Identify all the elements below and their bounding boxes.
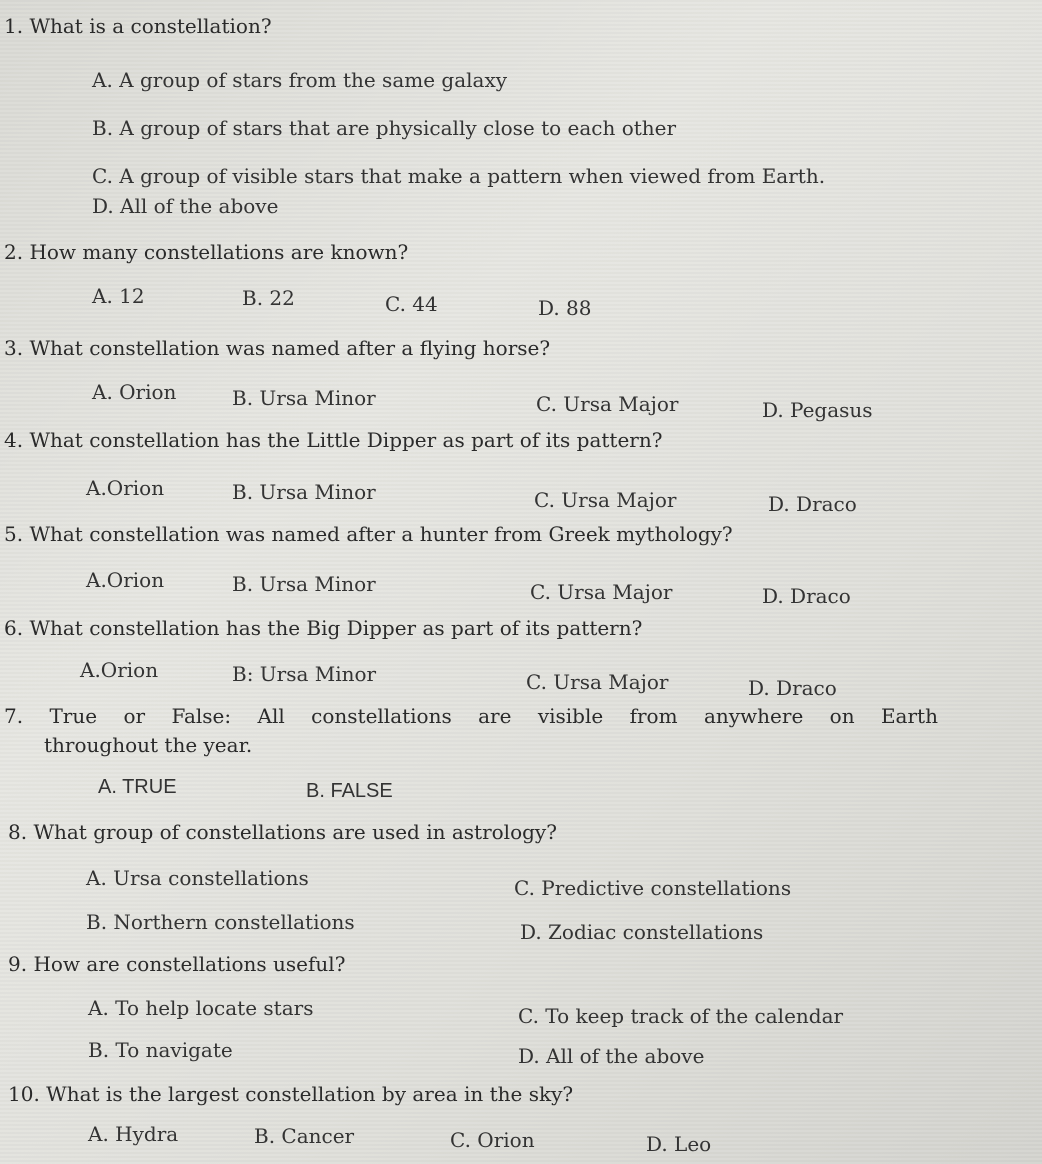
- q7-word: True: [49, 704, 98, 728]
- q6-option-a[interactable]: A.Orion: [80, 658, 159, 682]
- q10-option-b[interactable]: B. Cancer: [254, 1124, 355, 1148]
- q6-option-b[interactable]: B: Ursa Minor: [232, 662, 377, 686]
- q4-option-c[interactable]: C. Ursa Major: [534, 488, 677, 512]
- question-9: 9. How are constellations useful?: [8, 952, 346, 976]
- q2-option-c[interactable]: C. 44: [385, 292, 438, 316]
- q4-option-b[interactable]: B. Ursa Minor: [232, 480, 376, 504]
- q8-option-a[interactable]: A. Ursa constellations: [86, 866, 309, 890]
- q4-option-a[interactable]: A.Orion: [86, 476, 165, 500]
- question-5: 5. What constellation was named after a hunter from Greek mythology?: [4, 522, 733, 546]
- q7-option-b[interactable]: B. FALSE: [306, 780, 393, 802]
- q7-word: from: [629, 704, 678, 728]
- question-7-line-1: [4, 704, 938, 728]
- question-10: 10. What is the largest constellation by area in the sky?: [8, 1082, 574, 1106]
- q5-option-d[interactable]: D. Draco: [762, 584, 851, 608]
- q8-option-c[interactable]: C. Predictive constellations: [514, 876, 792, 900]
- q7-word: 7.: [4, 704, 24, 728]
- q2-option-a[interactable]: A. 12: [92, 284, 145, 308]
- q7-word: or: [123, 704, 146, 728]
- q10-option-d[interactable]: D. Leo: [646, 1132, 712, 1156]
- q3-option-c[interactable]: C. Ursa Major: [536, 392, 679, 416]
- q10-option-c[interactable]: C. Orion: [450, 1128, 535, 1152]
- q2-option-b[interactable]: B. 22: [242, 286, 295, 310]
- q6-option-d[interactable]: D. Draco: [748, 676, 837, 700]
- question-3: 3. What constellation was named after a flying horse?: [4, 336, 551, 360]
- q9-option-d[interactable]: D. All of the above: [518, 1044, 705, 1068]
- q7-word: Earth: [880, 704, 938, 728]
- q9-option-c[interactable]: C. To keep track of the calendar: [518, 1004, 844, 1028]
- q2-option-d[interactable]: D. 88: [538, 296, 592, 320]
- q7-word: visible: [537, 704, 604, 728]
- q7-word: False:: [171, 704, 232, 728]
- question-2: 2. How many constellations are known?: [4, 240, 409, 264]
- q5-option-a[interactable]: A.Orion: [86, 568, 165, 592]
- q1-option-c[interactable]: C. A group of visible stars that make a pattern when viewed from Earth.: [92, 164, 826, 188]
- q7-word: are: [478, 704, 512, 728]
- question-4: 4. What constellation has the Little Dipper as part of its pattern?: [4, 428, 663, 452]
- q7-option-a[interactable]: A. TRUE: [98, 776, 177, 798]
- q1-option-a[interactable]: A. A group of stars from the same galaxy: [92, 68, 508, 92]
- q6-option-c[interactable]: C. Ursa Major: [526, 670, 669, 694]
- q3-option-b[interactable]: B. Ursa Minor: [232, 386, 376, 410]
- q8-option-d[interactable]: D. Zodiac constellations: [520, 920, 764, 944]
- q5-option-b[interactable]: B. Ursa Minor: [232, 572, 376, 596]
- q9-option-a[interactable]: A. To help locate stars: [88, 996, 314, 1020]
- q3-option-a[interactable]: A. Orion: [92, 380, 177, 404]
- q3-option-d[interactable]: D. Pegasus: [762, 398, 873, 422]
- question-7-line-2: throughout the year.: [44, 733, 253, 757]
- q7-word: constellations: [311, 704, 452, 728]
- question-6: 6. What constellation has the Big Dipper as part of its pattern?: [4, 616, 643, 640]
- question-1: 1. What is a constellation?: [4, 14, 272, 38]
- q4-option-d[interactable]: D. Draco: [768, 492, 857, 516]
- q1-option-b[interactable]: B. A group of stars that are physically close to each other: [92, 116, 677, 140]
- q5-option-c[interactable]: C. Ursa Major: [530, 580, 673, 604]
- q10-option-a[interactable]: A. Hydra: [88, 1122, 179, 1146]
- q1-option-d[interactable]: D. All of the above: [92, 194, 279, 218]
- q9-option-b[interactable]: B. To navigate: [88, 1038, 233, 1062]
- question-8: 8. What group of constellations are used in astrology?: [8, 820, 557, 844]
- q8-option-b[interactable]: B. Northern constellations: [86, 910, 355, 934]
- q7-word: anywhere: [703, 704, 804, 728]
- q7-word: on: [829, 704, 855, 728]
- q7-word: All: [257, 704, 285, 728]
